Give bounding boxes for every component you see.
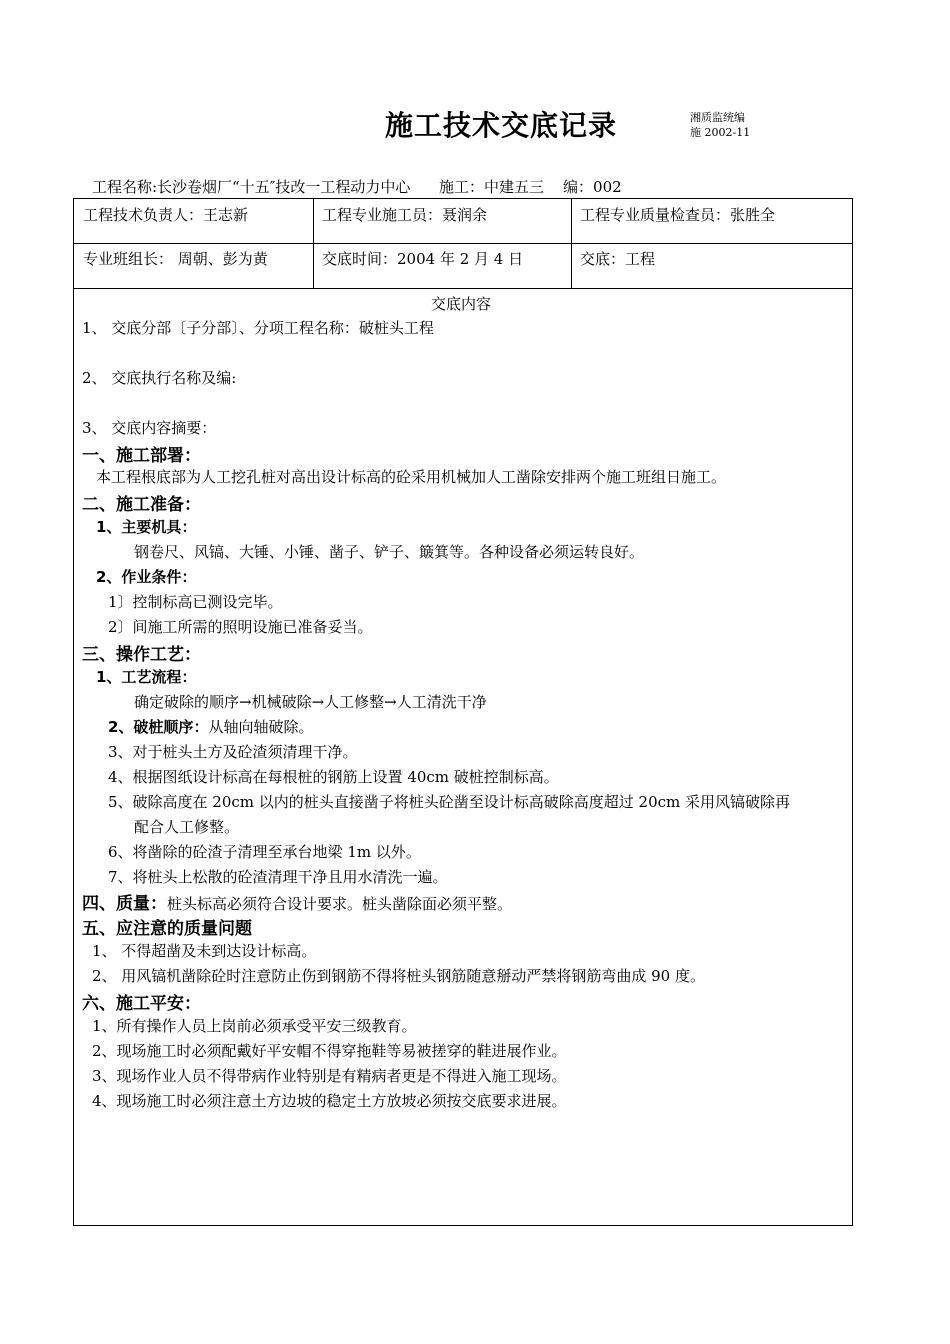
safety-2: 2、现场施工时必须配戴好平安帽不得穿拖鞋等易被搓穿的鞋进展作业。 <box>92 1042 567 1060</box>
issue-2: 2、 用风镐机凿除砼时注意防止伤到钢筋不得将桩头钢筋随意掰动严禁将钢筋弯曲成 90 度。 <box>92 967 705 985</box>
handover-cell: 交底：工程 <box>580 250 656 268</box>
row-divider <box>74 243 852 244</box>
process-step-2-text: 从轴向轴破除。 <box>208 718 314 736</box>
section-preparation-title: 二、施工准备： <box>82 495 201 515</box>
preparation-condition-2: 2〕间施工所需的照明设施已准备妥当。 <box>108 618 373 636</box>
section-process-title: 三、操作工艺： <box>82 645 201 665</box>
section-quality-text: 桩头标高必须符合设计要求。桩头凿除面必须平整。 <box>167 895 513 913</box>
safety-3: 3、现场作业人员不得带病作业特别是有精病者更是不得进入施工现场。 <box>92 1067 567 1085</box>
process-step-7: 7、将桩头上松散的砼渣清理干净且用水清洗一遍。 <box>108 868 448 886</box>
issue-1: 1、 不得超凿及未到达设计标高。 <box>92 942 317 960</box>
contractor: 施工：中建五三 <box>438 178 544 196</box>
col-divider <box>571 199 572 288</box>
content-item-3: 3、 交底内容摘要： <box>82 419 217 437</box>
process-step-5: 5、破除高度在 20cm 以内的桩头直接凿子将桩头砼凿至设计标高破除高度超过 20cm 采用风镐破除再 <box>108 793 791 811</box>
preparation-tools-text: 钢卷尺、风镐、大锤、小锤、凿子、铲子、簸箕等。各种设备必须运转良好。 <box>134 543 645 561</box>
project-info-line <box>92 176 622 197</box>
construction-staff-cell: 工程专业施工员：聂润余 <box>322 206 488 224</box>
team-leader-cell: 专业班组长： 周朝、彭为黄 <box>83 250 268 268</box>
section-deployment-text: 本工程根底部为人工挖孔桩对高出设计标高的砼采用机械加人工凿除安排两个施工班组日施工。 <box>96 468 727 486</box>
quality-inspector-cell: 工程专业质量检查员：张胜全 <box>580 206 776 224</box>
process-step-2-label: 2、破桩顺序： <box>108 718 209 736</box>
page-title: 施工技术交底记录 <box>385 109 618 142</box>
row-divider <box>74 288 852 289</box>
process-step-5-cont: 配合人工修整。 <box>134 818 240 836</box>
process-flow-text: 确定破除的顺序→机械破除→人工修整→人工清洗干净 <box>134 693 487 711</box>
safety-1: 1、所有操作人员上岗前必须承受平安三级教育。 <box>92 1017 417 1035</box>
process-step-3: 3、对于桩头土方及砼渣须清理干净。 <box>108 743 358 761</box>
project-name: 工程名称:长沙卷烟厂“十五″技改一工程动力中心 <box>92 178 411 196</box>
content-item-2: 2、 交底执行名称及编: <box>82 369 237 387</box>
safety-4: 4、现场施工时必须注意土方边坡的稳定土方放坡必须按交底要求进展。 <box>92 1092 567 1110</box>
record-number: 编：002 <box>563 178 622 196</box>
tech-lead-cell: 工程技术负责人：王志新 <box>83 206 249 224</box>
form-code-line1: 湘质监统编 <box>690 111 745 124</box>
content-heading: 交底内容 <box>431 295 492 313</box>
process-step-4: 4、根据图纸设计标高在每根桩的钢筋上设置 40cm 破桩控制标高。 <box>108 768 559 786</box>
col-divider <box>313 199 314 288</box>
section-safety-title: 六、施工平安： <box>82 994 201 1014</box>
content-item-1: 1、 交底分部〔子分部〕、分项工程名称：破桩头工程 <box>82 319 434 337</box>
preparation-conditions-title: 2、作业条件： <box>96 568 197 586</box>
section-quality-title: 四、质量： <box>82 894 167 914</box>
section-deployment-title: 一、施工部署： <box>82 446 201 466</box>
form-code <box>690 110 750 140</box>
process-step-6: 6、将凿除的砼渣子清理至承台地梁 1m 以外。 <box>108 843 421 861</box>
process-flow-title: 1、工艺流程： <box>96 668 197 686</box>
process-step-2 <box>108 716 313 737</box>
section-issues-title: 五、应注意的质量问题 <box>82 919 252 939</box>
preparation-condition-1: 1〕控制标高已测设完毕。 <box>108 593 283 611</box>
handover-time-cell: 交底时间：2004 年 2 月 4 日 <box>322 250 524 268</box>
form-code-line2: 施 2002-11 <box>690 126 751 139</box>
preparation-tools-title: 1、主要机具： <box>96 518 197 536</box>
section-quality <box>82 889 512 914</box>
